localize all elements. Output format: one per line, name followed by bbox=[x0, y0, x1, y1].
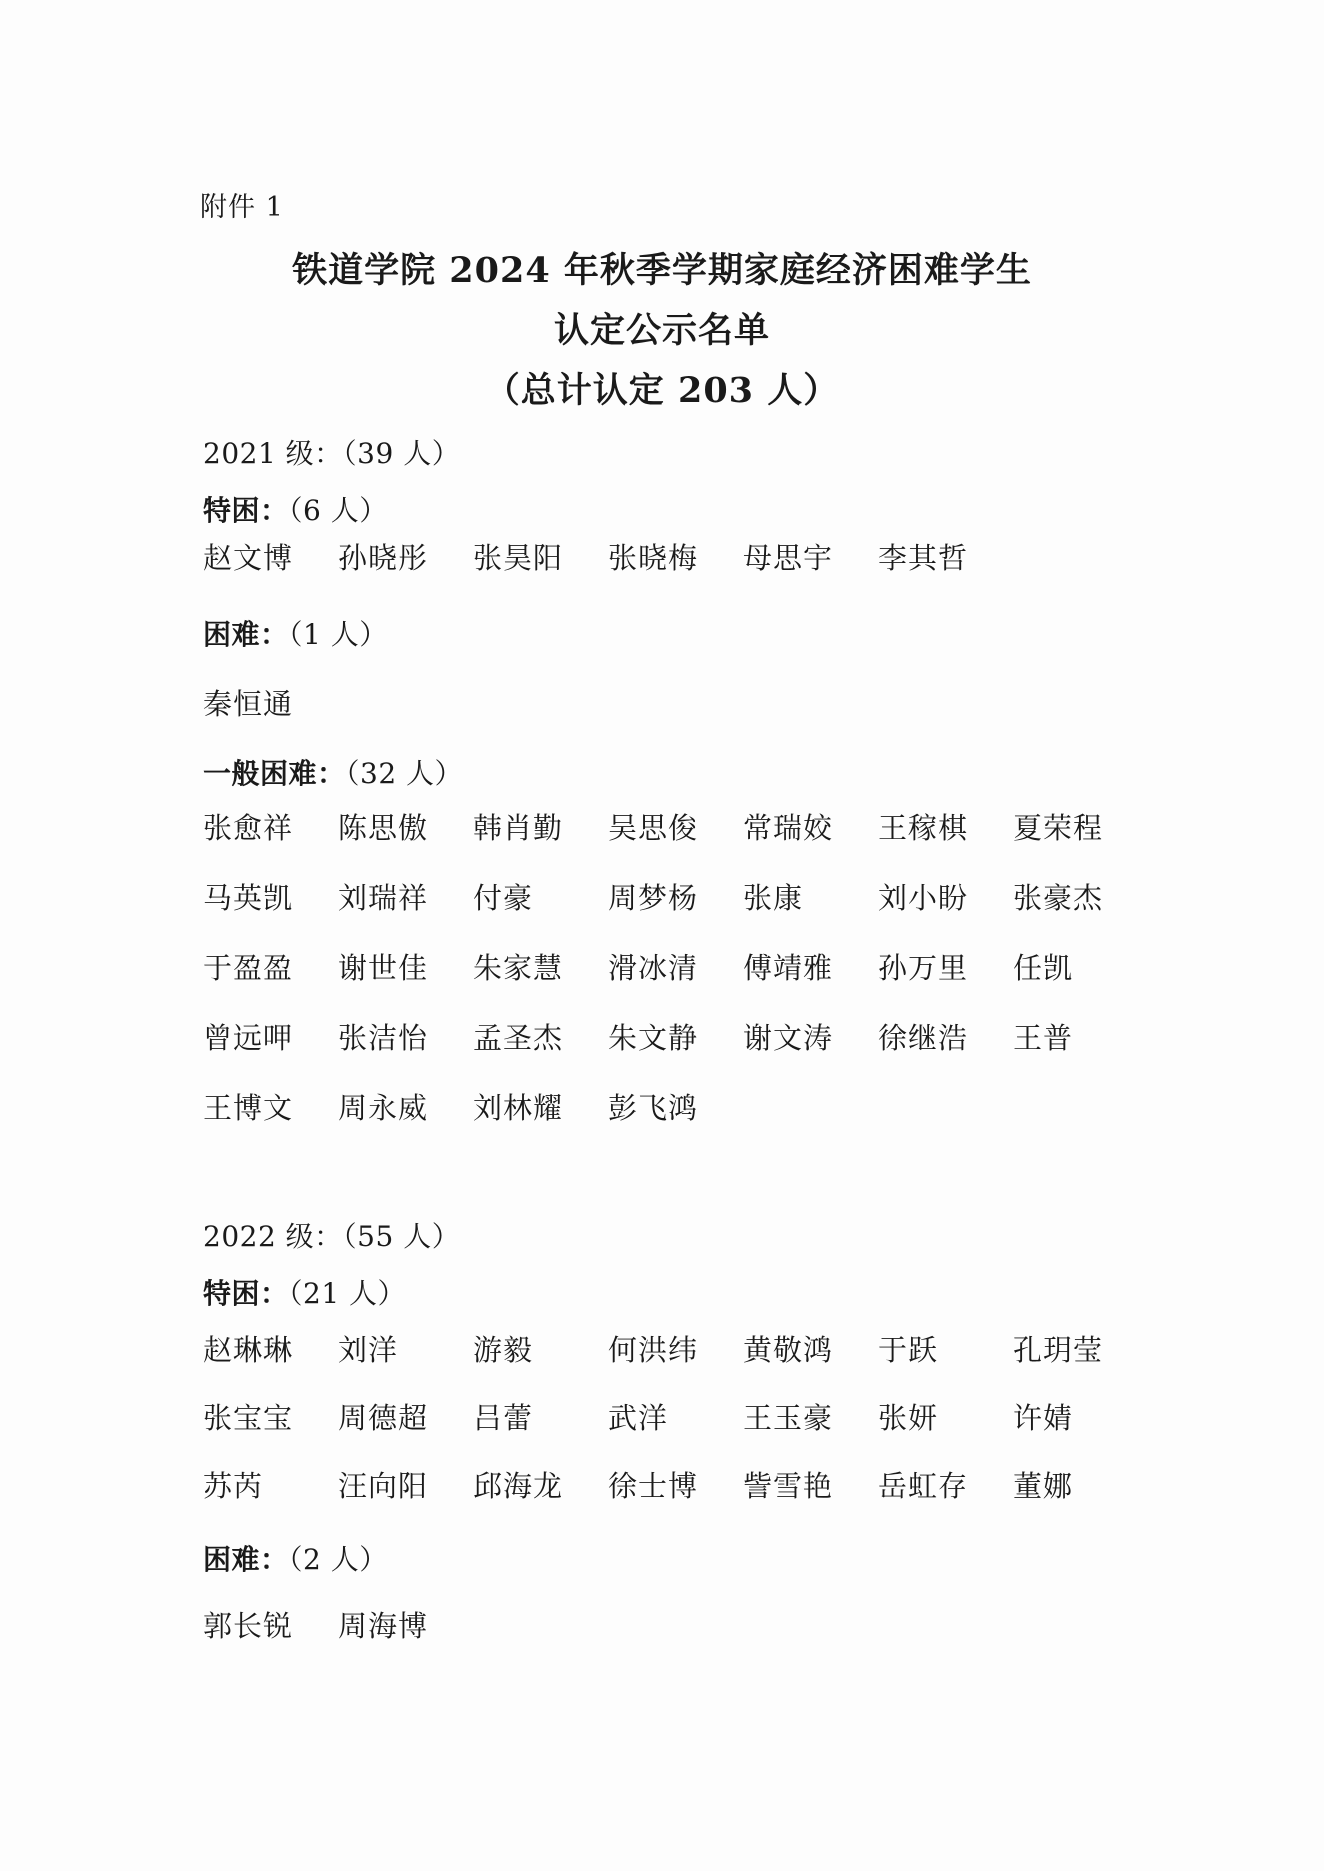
student-name: 韩肖勤 bbox=[473, 811, 564, 845]
student-name: 黄敬鸿 bbox=[743, 1333, 834, 1367]
name-list bbox=[203, 808, 1148, 1158]
student-name: 于盈盈 bbox=[203, 951, 294, 985]
student-name: 王玉豪 bbox=[743, 1401, 834, 1435]
name-list bbox=[203, 538, 1148, 608]
student-name: 刘瑞祥 bbox=[338, 881, 429, 915]
grade-2021-heading: 2021 级：（39 人） bbox=[203, 437, 461, 470]
student-name: 张愈祥 bbox=[203, 811, 294, 845]
category-label: 特困： bbox=[203, 1277, 289, 1310]
student-name: 于跃 bbox=[878, 1333, 939, 1367]
student-name: 刘小盼 bbox=[878, 881, 969, 915]
student-name: 傅靖雅 bbox=[743, 951, 834, 985]
student-name: 苏芮 bbox=[203, 1469, 264, 1503]
student-name: 孙晓彤 bbox=[338, 541, 429, 575]
category-heading bbox=[203, 1538, 388, 1578]
student-name: 武洋 bbox=[608, 1401, 669, 1435]
student-name: 彭飞鸿 bbox=[608, 1091, 699, 1125]
category-heading bbox=[203, 613, 388, 653]
student-name: 母思宇 bbox=[743, 541, 834, 575]
student-name: 孙万里 bbox=[878, 951, 969, 985]
student-name: 赵琳琳 bbox=[203, 1333, 294, 1367]
page-title: 铁道学院 2024 年秋季学期家庭经济困难学生 bbox=[292, 250, 1032, 291]
student-name: 谢世佳 bbox=[338, 951, 429, 985]
student-name: 任凯 bbox=[1013, 951, 1074, 985]
student-name: 夏荣程 bbox=[1013, 811, 1104, 845]
total-count: （总计认定 203 人） bbox=[484, 370, 840, 411]
student-name: 岳虹存 bbox=[878, 1469, 969, 1503]
category-label: 一般困难： bbox=[203, 757, 346, 790]
student-name: 訾雪艳 bbox=[743, 1469, 834, 1503]
category-count: （2 人） bbox=[288, 1543, 388, 1576]
student-name: 刘林耀 bbox=[473, 1091, 564, 1125]
student-name: 徐继浩 bbox=[878, 1021, 969, 1055]
category-label: 困难： bbox=[203, 618, 289, 651]
student-name: 朱家慧 bbox=[473, 951, 564, 985]
student-name: 秦恒通 bbox=[203, 687, 294, 721]
name-list bbox=[203, 1330, 1148, 1534]
student-name: 周海博 bbox=[338, 1609, 429, 1643]
student-name: 张昊阳 bbox=[473, 541, 564, 575]
student-name: 马英凯 bbox=[203, 881, 294, 915]
student-name: 徐士博 bbox=[608, 1469, 699, 1503]
grade-2022-heading: 2022 级：（55 人） bbox=[203, 1220, 461, 1253]
student-name: 董娜 bbox=[1013, 1469, 1074, 1503]
student-name: 张妍 bbox=[878, 1401, 939, 1435]
student-name: 周德超 bbox=[338, 1401, 429, 1435]
attachment-label: 附件 1 bbox=[200, 192, 284, 223]
student-name: 郭长锐 bbox=[203, 1609, 294, 1643]
category-count: （6 人） bbox=[288, 494, 388, 527]
name-list bbox=[203, 1606, 1148, 1674]
student-name: 刘洋 bbox=[338, 1333, 399, 1367]
student-name: 孟圣杰 bbox=[473, 1021, 564, 1055]
student-name: 张宝宝 bbox=[203, 1401, 294, 1435]
student-name: 张晓梅 bbox=[608, 541, 699, 575]
student-name: 汪向阳 bbox=[338, 1469, 429, 1503]
student-name: 王博文 bbox=[203, 1091, 294, 1125]
category-count: （1 人） bbox=[288, 618, 388, 651]
student-name: 吴思俊 bbox=[608, 811, 699, 845]
page-subtitle: 认定公示名单 bbox=[553, 310, 770, 351]
student-name: 张康 bbox=[743, 881, 804, 915]
student-name: 付豪 bbox=[473, 881, 534, 915]
student-name: 滑冰清 bbox=[608, 951, 699, 985]
student-name: 吕蕾 bbox=[473, 1401, 534, 1435]
student-name: 谢文涛 bbox=[743, 1021, 834, 1055]
student-name: 周梦杨 bbox=[608, 881, 699, 915]
student-name: 许婧 bbox=[1013, 1401, 1074, 1435]
category-count: （21 人） bbox=[288, 1277, 407, 1310]
student-name: 邱海龙 bbox=[473, 1469, 564, 1503]
student-name: 曾远呷 bbox=[203, 1021, 294, 1055]
category-label: 特困： bbox=[203, 494, 289, 527]
student-name: 李其哲 bbox=[878, 541, 969, 575]
category-heading bbox=[203, 1272, 406, 1312]
category-heading bbox=[203, 752, 463, 792]
student-name: 孔玥莹 bbox=[1013, 1333, 1104, 1367]
student-name: 陈思傲 bbox=[338, 811, 429, 845]
student-name: 周永威 bbox=[338, 1091, 429, 1125]
name-list bbox=[203, 684, 1148, 754]
category-heading bbox=[203, 489, 388, 529]
category-count: （32 人） bbox=[345, 757, 464, 790]
student-name: 王稼棋 bbox=[878, 811, 969, 845]
student-name: 朱文静 bbox=[608, 1021, 699, 1055]
student-name: 何洪纬 bbox=[608, 1333, 699, 1367]
category-label: 困难： bbox=[203, 1543, 289, 1576]
student-name: 张豪杰 bbox=[1013, 881, 1104, 915]
student-name: 赵文博 bbox=[203, 541, 294, 575]
student-name: 张洁怡 bbox=[338, 1021, 429, 1055]
student-name: 王普 bbox=[1013, 1021, 1074, 1055]
student-name: 游毅 bbox=[473, 1333, 534, 1367]
student-name: 常瑞姣 bbox=[743, 811, 834, 845]
